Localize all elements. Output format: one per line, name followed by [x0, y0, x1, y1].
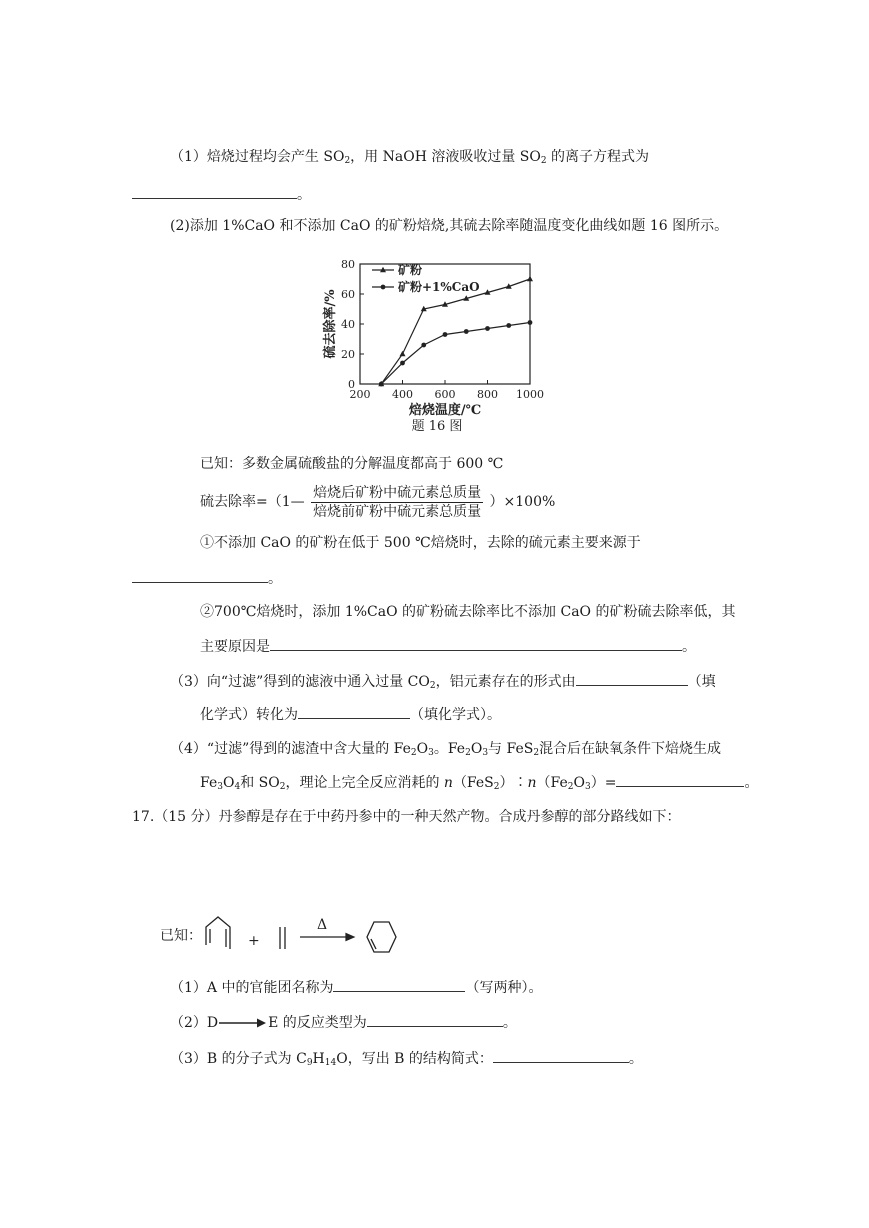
- plus-sign: +: [248, 933, 260, 949]
- x-tick-label: 400: [392, 388, 413, 401]
- sulfur-removal-chart: [322, 250, 562, 450]
- q16-part3: （3）向“过滤”得到的滤液中通入过量 $CO_2$，铝元素存在的形式由 （填: [170, 671, 716, 696]
- q17-part1: （1）A 中的官能团名称为 （写两种）。: [170, 977, 542, 998]
- data-point-circle: [528, 320, 533, 325]
- q17-title: 17.（15 分）丹参醇是存在于中药丹参中的一种天然产物。合成丹参醇的部分路线如下：: [132, 809, 681, 825]
- q16-part4: （4）“过滤”得到的滤渣中含大量的 $Fe_2O_3$。$Fe_2O_3$与 FeS$_2$混合后在缺氧条件下焙烧生成: [170, 741, 722, 758]
- q16-part4-cont: $Fe_3O_4$和 $SO_2$，理论上完全反应消耗的 $n(FeS_2)∶n(Fe_2O_3)=$ 。: [200, 772, 758, 797]
- x-tick-label: 1000: [516, 388, 544, 401]
- figure-caption: 题 16 图: [411, 419, 463, 434]
- answer-blank[interactable]: [367, 1012, 503, 1027]
- x-tick-label: 800: [477, 388, 498, 401]
- answer-blank[interactable]: [132, 568, 268, 583]
- data-point-circle: [400, 361, 405, 366]
- q16-part2-sub2: ②700℃焙烧时，添加 1%CaO 的矿粉硫去除率比不添加 CaO 的矿粉硫去除率低，其: [200, 604, 736, 620]
- q16-part2-sub1-answer: 。: [132, 568, 282, 589]
- y-tick-label: 60: [341, 288, 355, 301]
- data-point-circle: [379, 382, 384, 387]
- formula-fraction: $\frac{\text{焙烧后矿粉中硫元素总质量}}{\text{焙烧前矿粉中硫元素总质量}}$: [313, 484, 482, 520]
- legend-marker-circle: [381, 285, 386, 290]
- q16-part2: (2)添加 1%CaO 和不添加 CaO 的矿粉焙烧,其硫去除率随温度变化曲线如题 16 图所示。: [170, 218, 729, 234]
- x-tick-label: 200: [349, 388, 371, 401]
- removal-rate-formula: 硫去除率=（1— $\frac{\text{焙烧后矿粉中硫元素总质量}}{\text{焙烧前矿粉中硫元素总质量}}$ ）×100%: [200, 484, 556, 520]
- data-point-circle: [421, 343, 426, 348]
- answer-blank[interactable]: [616, 772, 744, 787]
- answer-blank[interactable]: [270, 636, 682, 651]
- ethylene-structure: [280, 927, 285, 949]
- q16-part1-answer: 。: [132, 184, 311, 205]
- q16-part2-sub1: ①不添加 CaO 的矿粉在低于 500 ℃焙烧时，去除的硫元素主要来源于: [200, 535, 641, 551]
- data-point-triangle: [400, 351, 406, 356]
- q16-part3-cont: 化学式）转化为 （填化学式）。: [200, 704, 501, 725]
- x-axis-title: 焙烧温度/℃: [408, 403, 482, 418]
- diels-alder-reaction: [200, 905, 410, 965]
- data-point-circle: [485, 326, 490, 331]
- q17-part3: （3）B 的分子式为 $C_9H_{14}O$，写出 B 的结构简式： 。: [170, 1048, 643, 1073]
- q17-known-label: 已知：: [160, 928, 202, 944]
- legend-label: 矿粉+1%CaO: [398, 280, 480, 294]
- y-axis-title: 硫去除率/%: [323, 289, 338, 359]
- answer-blank[interactable]: [298, 704, 410, 719]
- data-point-circle: [464, 329, 469, 334]
- data-point-circle: [506, 323, 511, 328]
- known-condition: 已知：多数金属硫酸盐的分解温度都高于 600 ℃: [200, 456, 504, 472]
- answer-blank[interactable]: [333, 977, 465, 992]
- answer-blank[interactable]: [576, 671, 688, 686]
- legend-label: 矿粉: [398, 263, 423, 277]
- data-point-triangle: [527, 276, 533, 281]
- answer-blank[interactable]: [493, 1048, 629, 1063]
- data-point-circle: [443, 332, 448, 337]
- reaction-arrow-icon: [219, 1017, 267, 1029]
- reaction-arrow: [300, 934, 354, 941]
- y-tick-label: 40: [341, 318, 355, 331]
- answer-blank[interactable]: [132, 184, 297, 199]
- q17-part2: （2）D E 的反应类型为 。: [170, 1012, 517, 1033]
- heat-symbol: Δ: [317, 917, 328, 933]
- y-tick-label: 0: [348, 378, 355, 391]
- q16-part2-sub2-answer: 主要原因是 。: [200, 636, 696, 657]
- y-tick-label: 20: [341, 348, 355, 361]
- y-tick-label: 80: [341, 258, 355, 271]
- cyclohexene-structure: [367, 922, 396, 952]
- butadiene-structure: [206, 917, 230, 949]
- q16-part1: （1）焙烧过程均会产生 $SO_2$，用 NaOH 溶液吸收过量 $SO_2$ 的离子方程式为: [170, 149, 650, 166]
- series-line-1: [381, 279, 530, 384]
- x-tick-label: 600: [434, 388, 456, 401]
